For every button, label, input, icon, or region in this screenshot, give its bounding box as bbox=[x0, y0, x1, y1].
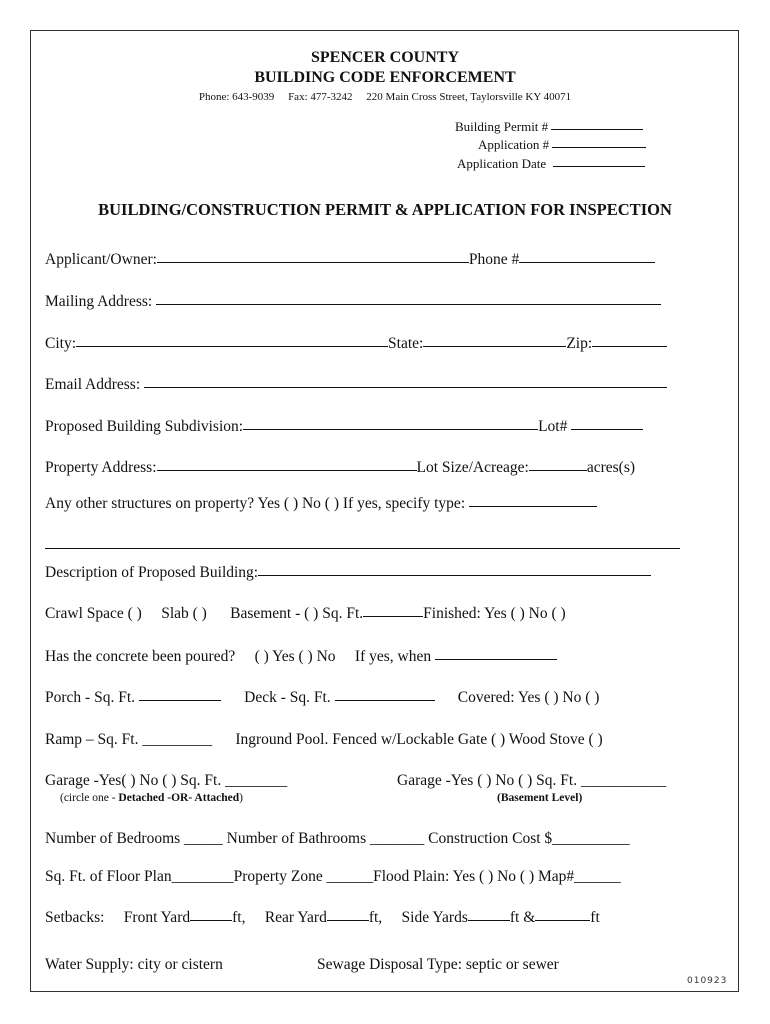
phone-text: Phone: 643-9039 bbox=[198, 91, 275, 103]
foundation-row bbox=[45, 605, 566, 623]
mailing-field[interactable] bbox=[156, 303, 661, 305]
applicant-field[interactable] bbox=[157, 261, 469, 263]
lot-size-field[interactable] bbox=[529, 469, 587, 471]
application-number-row bbox=[478, 137, 646, 153]
lot-field[interactable] bbox=[571, 428, 643, 430]
garage-note-suffix: ) bbox=[239, 792, 243, 804]
ramp-label: Ramp – Sq. Ft. _________ bbox=[45, 731, 213, 748]
side-yard-field-2[interactable] bbox=[535, 919, 590, 921]
email-row bbox=[45, 376, 667, 394]
property-address-label: Property Address: bbox=[45, 459, 157, 476]
porch-sqft-field[interactable] bbox=[139, 699, 221, 701]
city-field[interactable] bbox=[76, 345, 388, 347]
rear-yard-field[interactable] bbox=[327, 919, 369, 921]
porch-deck-row bbox=[45, 689, 599, 707]
side-yard-unit-2: ft bbox=[590, 909, 600, 926]
concrete-label: Has the concrete been poured? bbox=[45, 648, 236, 665]
zip-field[interactable] bbox=[592, 345, 667, 347]
basement-label: Basement - ( ) Sq. Ft. bbox=[230, 605, 364, 622]
deck-sqft-field[interactable] bbox=[335, 699, 435, 701]
water-row: Water Supply: city or cistern bbox=[45, 956, 223, 973]
description-row bbox=[45, 564, 651, 582]
porch-label: Porch - Sq. Ft. bbox=[45, 689, 135, 706]
description-field[interactable] bbox=[258, 574, 651, 576]
permit-number-field[interactable] bbox=[551, 128, 643, 130]
garage-note-prefix: (circle one - bbox=[60, 792, 119, 804]
front-yard-field[interactable] bbox=[190, 919, 232, 921]
applicant-label: Applicant/Owner: bbox=[45, 251, 157, 268]
email-field[interactable] bbox=[144, 386, 667, 388]
county-heading: SPENCER COUNTY bbox=[310, 49, 459, 66]
setbacks-label: Setbacks: bbox=[45, 909, 105, 926]
application-date-field[interactable] bbox=[553, 165, 645, 167]
slab-label: Slab ( ) bbox=[161, 605, 207, 622]
concrete-when-field[interactable] bbox=[435, 658, 557, 660]
property-address-row bbox=[45, 459, 635, 477]
sewage-row: Sewage Disposal Type: septic or sewer bbox=[317, 956, 559, 973]
other-structures-field[interactable] bbox=[469, 505, 597, 507]
rear-yard-unit: ft, bbox=[368, 909, 383, 926]
city-label: City: bbox=[45, 335, 77, 352]
garage-row bbox=[45, 772, 287, 790]
application-number-label: Application # bbox=[478, 137, 550, 152]
other-structures-row bbox=[45, 495, 597, 513]
permit-number-row bbox=[455, 119, 643, 135]
subdivision-row bbox=[45, 418, 643, 436]
other-structures-line2[interactable] bbox=[45, 548, 680, 549]
covered-label: Covered: Yes ( ) No ( ) bbox=[457, 689, 600, 706]
rear-yard-label: Rear Yard bbox=[264, 909, 327, 926]
subdivision-label: Proposed Building Subdivision: bbox=[45, 418, 244, 435]
state-label: State: bbox=[388, 335, 424, 352]
pool-stove-label: Inground Pool. Fenced w/Lockable Gate ( ) Wood Stove ( ) bbox=[235, 731, 603, 748]
contact-line bbox=[0, 91, 770, 103]
subdivision-field[interactable] bbox=[243, 428, 538, 430]
crawl-space-label: Crawl Space ( ) bbox=[45, 605, 142, 622]
garage-note bbox=[60, 792, 243, 804]
application-number-field[interactable] bbox=[552, 146, 646, 148]
description-label: Description of Proposed Building: bbox=[45, 564, 259, 581]
application-date-row bbox=[457, 156, 645, 172]
permit-number-label: Building Permit # bbox=[455, 119, 549, 134]
garage-label: Garage -Yes( ) No ( ) Sq. Ft. ________ bbox=[45, 772, 288, 789]
side-yard-unit-1: ft & bbox=[509, 909, 536, 926]
property-address-field[interactable] bbox=[157, 469, 417, 471]
concrete-options: ( ) Yes ( ) No bbox=[254, 648, 336, 665]
other-structures-label: Any other structures on property? Yes ( ) No ( ) If yes, specify type: bbox=[45, 495, 466, 512]
concrete-row bbox=[45, 648, 557, 666]
bedrooms-row: Number of Bedrooms _____ Number of Bathrooms _______ Construction Cost $__________ bbox=[45, 830, 630, 847]
garage-basement-row bbox=[397, 772, 666, 790]
phone-label: Phone # bbox=[468, 251, 520, 268]
floorplan-row: Sq. Ft. of Floor Plan________Property Zone ______Flood Plain: Yes ( ) No ( ) Map#______ bbox=[45, 868, 621, 885]
ramp-pool-row bbox=[45, 731, 603, 749]
acres-label: acres(s) bbox=[586, 459, 636, 476]
front-yard-unit: ft, bbox=[232, 909, 246, 926]
applicant-row bbox=[45, 251, 655, 269]
garage-note-options: Detached -OR- Attached bbox=[118, 792, 240, 804]
lot-size-label: Lot Size/Acreage: bbox=[416, 459, 529, 476]
form-title: BUILDING/CONSTRUCTION PERMIT & APPLICATION FOR INSPECTION bbox=[98, 200, 672, 219]
fax-text: Fax: 477-3242 bbox=[288, 91, 353, 103]
application-date-label: Application Date bbox=[457, 156, 547, 171]
if-when-label: If yes, when bbox=[354, 648, 432, 665]
side-yard-field-1[interactable] bbox=[468, 919, 510, 921]
phone-field[interactable] bbox=[519, 261, 655, 263]
garage-basement-label: Garage -Yes ( ) No ( ) Sq. Ft. ___________ bbox=[397, 772, 667, 789]
finished-label: Finished: Yes ( ) No ( ) bbox=[423, 605, 566, 622]
department-heading: BUILDING CODE ENFORCEMENT bbox=[254, 69, 516, 86]
side-yards-label: Side Yards bbox=[401, 909, 468, 926]
zip-label: Zip: bbox=[566, 335, 593, 352]
garage-basement-note: (Basement Level) bbox=[497, 792, 583, 804]
deck-label: Deck - Sq. Ft. bbox=[244, 689, 331, 706]
email-label: Email Address: bbox=[45, 376, 141, 393]
state-field[interactable] bbox=[423, 345, 566, 347]
city-state-zip-row bbox=[45, 335, 667, 353]
mailing-label: Mailing Address: bbox=[45, 293, 153, 310]
office-address: 220 Main Cross Street, Taylorsville KY 40071 bbox=[366, 91, 572, 103]
mailing-row bbox=[45, 293, 661, 311]
form-revision-code: 010923 bbox=[687, 976, 728, 986]
front-yard-label: Front Yard bbox=[123, 909, 191, 926]
setbacks-row bbox=[45, 909, 600, 927]
basement-sqft-field[interactable] bbox=[363, 615, 423, 617]
lot-label: Lot# bbox=[538, 418, 568, 435]
